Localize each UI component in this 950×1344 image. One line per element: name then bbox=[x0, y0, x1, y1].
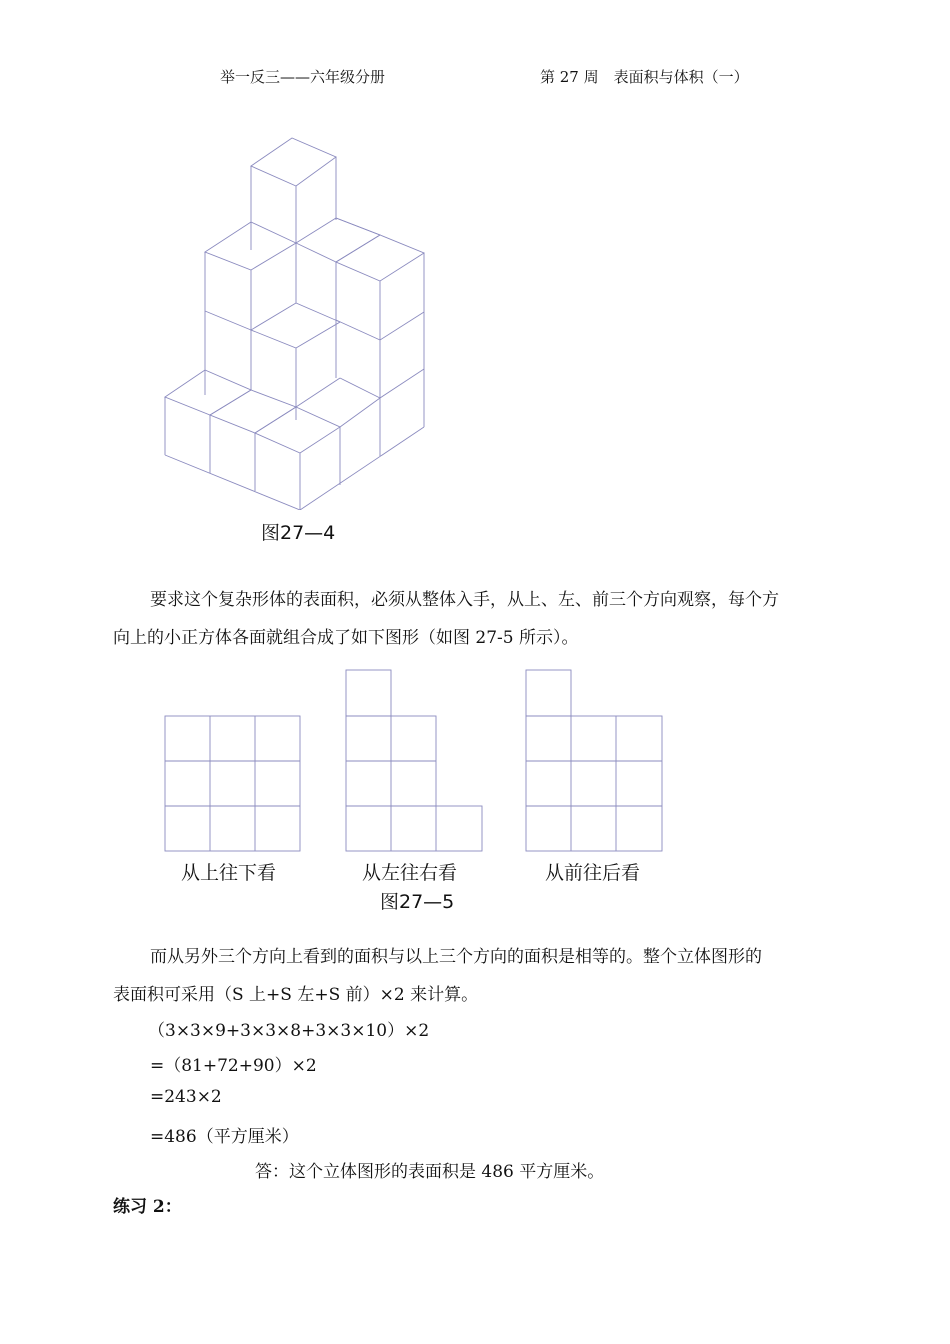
view-top-grid bbox=[164, 715, 302, 853]
view-front-grid bbox=[525, 669, 665, 853]
header-left: 举一反三——六年级分册 bbox=[220, 68, 386, 86]
figure-27-4-caption: 图27—4 bbox=[261, 522, 336, 544]
header-right: 第 27 周 表面积与体积（一） bbox=[540, 68, 749, 86]
view-front-label: 从前往后看 bbox=[545, 862, 641, 884]
answer-line: 答：这个立体图形的表面积是 486 平方厘米。 bbox=[255, 1162, 605, 1182]
exercise-heading: 练习 2： bbox=[113, 1197, 182, 1217]
calc-line-2: =（81+72+90）×2 bbox=[150, 1056, 317, 1076]
figure-27-4-cubes bbox=[150, 130, 440, 510]
paragraph-1-line-2: 向上的小正方体各面就组合成了如下图形（如图 27-5 所示）。 bbox=[113, 628, 579, 648]
view-left-label: 从左往右看 bbox=[362, 862, 458, 884]
view-left-grid bbox=[345, 669, 485, 853]
figure-27-5-caption: 图27—5 bbox=[380, 891, 455, 913]
calc-line-4: =486（平方厘米） bbox=[150, 1127, 299, 1147]
paragraph-2-line-2: 表面积可采用（S 上+S 左+S 前）×2 来计算。 bbox=[113, 985, 479, 1005]
paragraph-2-line-1: 而从另外三个方向上看到的面积与以上三个方向的面积是相等的。整个立体图形的 bbox=[150, 947, 762, 967]
calc-line-1: （3×3×9+3×3×8+3×3×10）×2 bbox=[148, 1021, 430, 1041]
paragraph-1-line-1: 要求这个复杂形体的表面积，必须从整体入手，从上、左、前三个方向观察，每个方 bbox=[150, 590, 779, 610]
calc-line-3: =243×2 bbox=[150, 1087, 222, 1107]
view-top-label: 从上往下看 bbox=[181, 862, 277, 884]
